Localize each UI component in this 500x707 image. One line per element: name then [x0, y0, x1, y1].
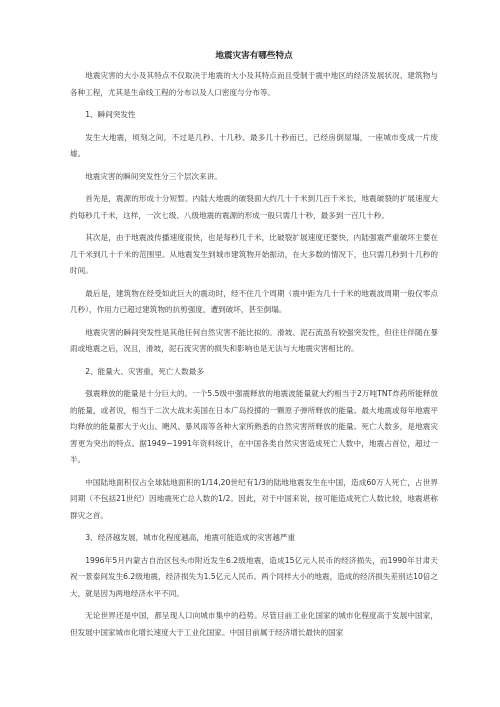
intro-paragraph: 地震灾害的大小及其特点不仅取决于地震的大小及其特点而且受制于震中地区的经济发展状况、建筑物与各种工程，尤其是生命线工程的分布以及人口密度与分布等。: [70, 71, 438, 97]
body-paragraph: 强震释放的能量是十分巨大的。一个5.5级中强震释放的地震波能量就大约相当于2万吨TNT炸药所能释放的能量，或者说，相当于二次大战末美国在日本广岛投掷的一颗原子弹所释放的能量。最大地震或每年地震平均释放的能量都大于火山、飓风、暴风雨等各种大家所熟悉的自然灾害所释放的能量。死亡人数多，是地震灾害更为突出的特点。据1949~1991年资料统计，在中国各类自然灾害造成死亡人数中，地震占首位，超过一半。: [70, 389, 438, 464]
document-page: [70, 50, 438, 647]
body-paragraph: 其次是，由于地震波传播速度很快，也是每秒几千米，比破裂扩展速度还要快，内陆强震严重破坏主要在几千米到几十千米的范围里。从地震发生到城市建筑物开始振动，在大多数的情况下，也只需几秒到十几秒的时间。: [70, 233, 438, 275]
section-heading-2: 2、能量大、灾害重，死亡人数最多: [85, 366, 204, 376]
section-heading-1: 1、瞬间突发性: [85, 110, 136, 119]
document-title: 地震灾害有哪些特点: [215, 51, 293, 61]
body-paragraph: 中国陆地面积仅占全球陆地面积的1/14,20世纪有1/3的陆地地震发生在中国，造成60万人死亡，占世界同期（不包括21世纪）因地震死亡总人数的1/2。因此，对于中国来说，按可能造成死亡人数比较，地震堪称群灾之首。: [70, 477, 438, 520]
body-paragraph: 地震灾害的瞬间突发性是其他任何自然灾害不能比拟的。滑坡、泥石流虽有较强突发性，但往往伴随在暴雨或地震之后，况且，滑坡，泥石流灾害的损失和影响也是无法与大地震灾害相比的。: [70, 327, 438, 353]
body-paragraph: 地震灾害的瞬间突发性分三个层次来讲。: [85, 171, 222, 181]
body-paragraph: 首先是，震源的形成十分短暂。内陆大地震的破裂面大约几十千米到几百千米长，地震破裂的扩展速度大约每秒几千米，这样，一次七级、八级地震的震源的形成一般只需几十秒，最多到一百几十秒。: [70, 194, 438, 220]
body-paragraph: 无论世界还是中国，都呈现人口向城市集中的趋势。尽管目前工业化国家的城市化程度高于发展中国家，但发展中国家城市化增长速度大于工业化国家。中国目前属于经济增长最快的国家: [70, 611, 438, 637]
body-paragraph: 1996年5月内蒙古自治区包头市附近发生6.2级地震，造成15亿元人民币的经济损失，而1990年甘肃天祝一景泰间发生6.2级地震，经济损失为1.5亿元人民币。两个同样大小的地震，造成的经济损失差别达10倍之大，就是因为两地经济水平不同。: [70, 555, 438, 598]
section-heading-3: 3、经济越发展，城市化程度越高，地震可能造成的灾害越严重: [85, 533, 296, 542]
body-paragraph: 发生大地震，顷刻之间，不过是几秒、十几秒、最多几十秒而已，已经房倒屋塌，一座城市变成一片废墟。: [70, 132, 438, 158]
body-paragraph: 最后是，建筑物在经受如此巨大的震动时，经不住几个周期（震中距为几十千米的地震波周期一般仅零点几秒），作用力已超过建筑物的抗剪强度，遭到破坏，甚至倒塌。: [70, 288, 438, 314]
